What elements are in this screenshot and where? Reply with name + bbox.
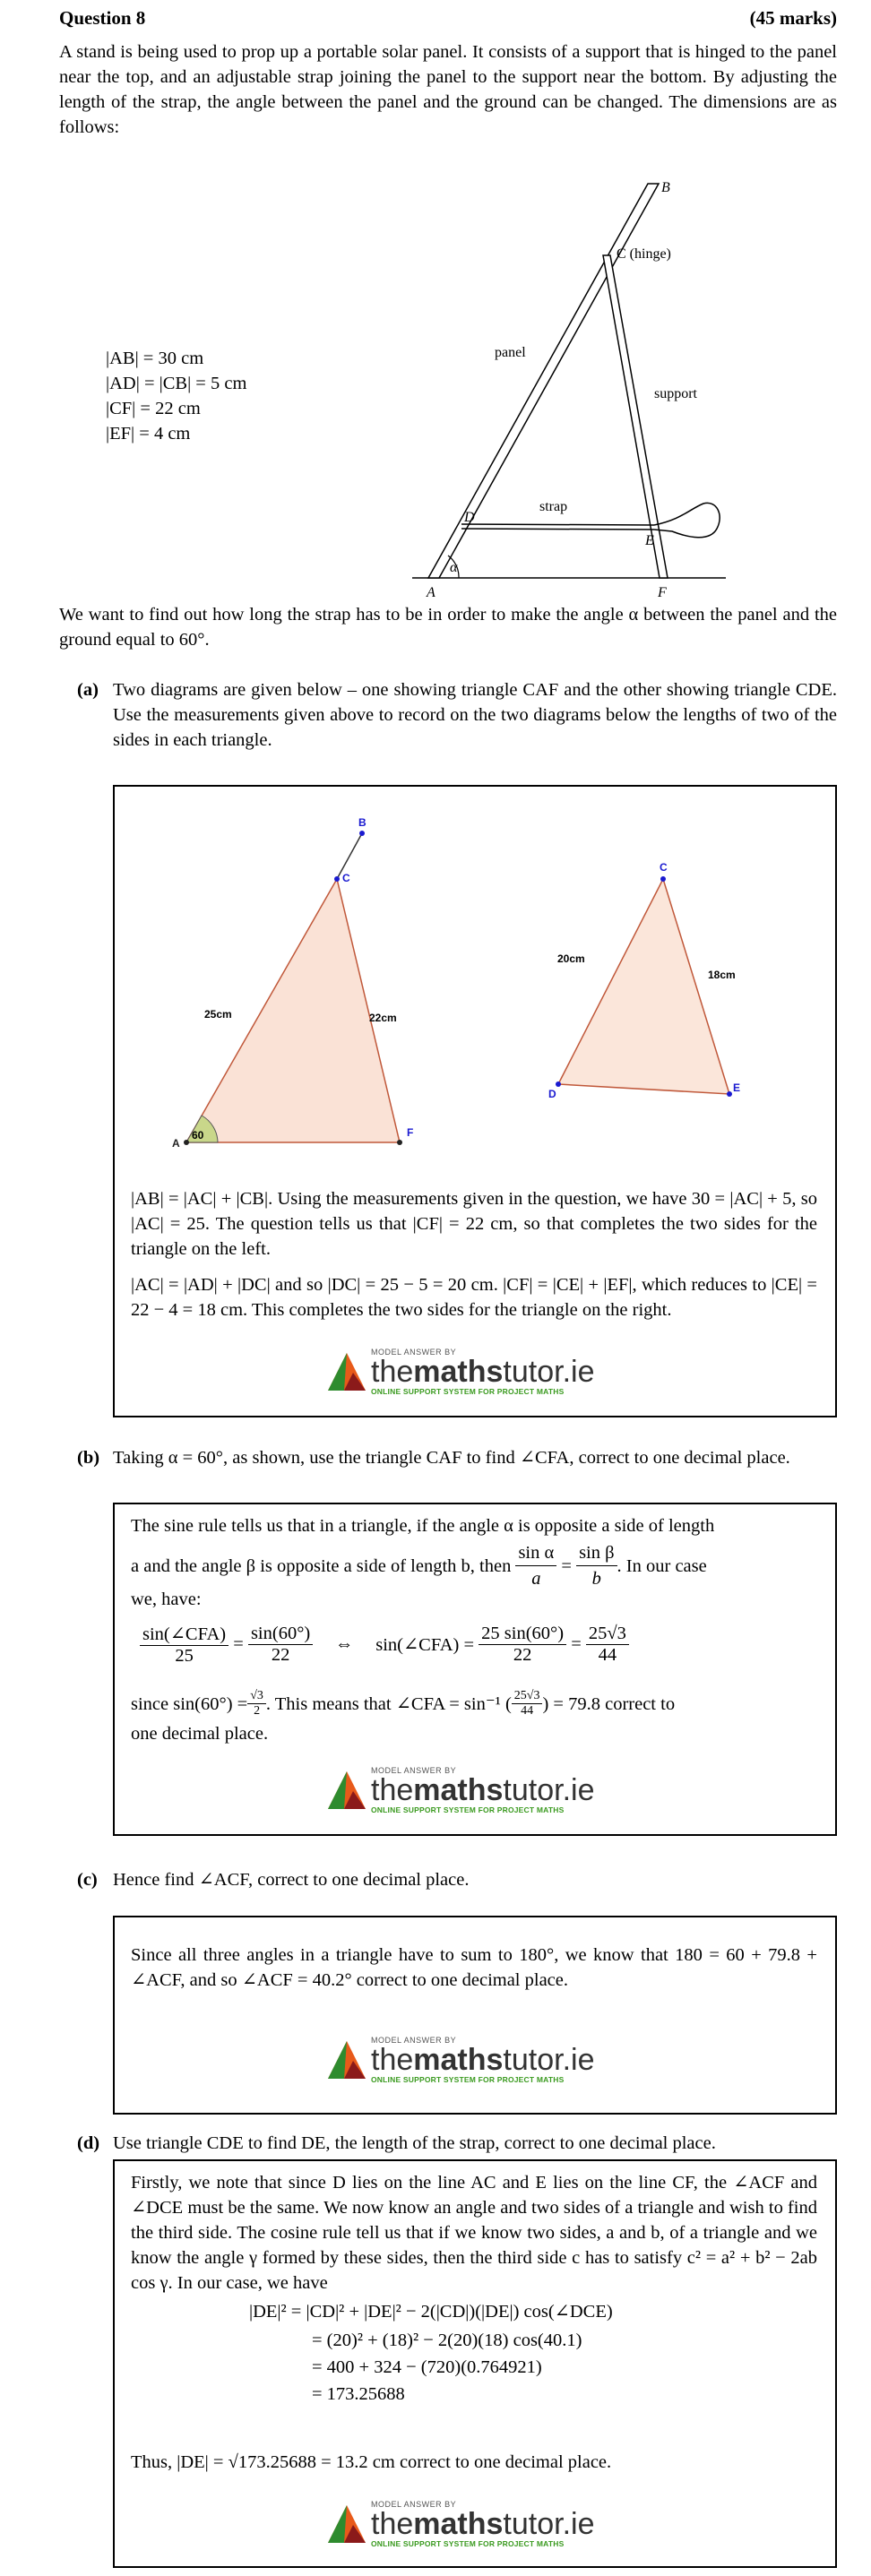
dimension-item: |CF| = 22 cm [106,399,201,418]
question-title: Question 8 [59,7,146,29]
part-d-answer-box [113,2159,837,2568]
logo-thematstutor: MODEL ANSWER BY themathstutor.ie ONLINE SUPPORT SYSTEM FOR PROJECT MATHS [326,2036,594,2084]
point-A [184,1140,189,1145]
question-marks: (45 marks) [749,7,837,29]
strap-line-bottom [461,529,654,530]
part-a-label: (a) [77,680,99,700]
logo-triangle-icon [326,1770,367,1811]
part-c-answer: Since all three angles in a triangle have to sum to 180°, we know that 180 = 60 + 79.8 + ∠ACF, and so ∠ACF = 40.2° correct to one decimal place. [131,1945,817,1990]
part-d-answer: Firstly, we note that since D lies on the line AC and E lies on the line CF, the ∠ACF and ∠DCE must be the same. We now know an angle and two sides of a triangle and wish to find the third side. The cosine rule tell us that if we know two sides, a and b, of a triangle and we know the angle γ formed by these sides, then the third side c has to satisfy c² = a² + b² − 2ab cos γ. In our case, we have [131,2173,817,2293]
point-C2 [660,876,666,882]
label-support: support [654,386,697,401]
point-B [359,831,365,836]
diag-label-D: D [548,1088,556,1100]
triangle-diagrams [115,787,835,1163]
point-E [727,1091,732,1097]
diag-label-A: A [172,1137,180,1150]
label-alpha: α [450,560,458,575]
side-ac-label: 25cm [204,1008,232,1021]
part-d-label: (d) [77,2133,100,2153]
logo-triangle-icon [326,1351,367,1392]
part-d-eq-1: |DE|² = |CD|² + |DE|² − 2(|CD|)(|DE|) cos(∠DCE) [249,2302,613,2322]
question-after-figure: We want to find out how long the strap has to be in order to make the angle α between the panel and the ground equal to 60°. [59,605,837,650]
logo-triangle-icon [326,2039,367,2081]
side-ce-label: 18cm [708,969,736,981]
part-d-eq-4: = 173.25688 [312,2384,405,2404]
part-b-prompt: Taking α = 60°, as shown, use the triangle CAF to find ∠CFA, correct to one decimal place. [113,1448,790,1468]
label-B: B [661,180,670,195]
sine-frac-b: $\frac{\text{sin β}}{b}$ [576,1540,617,1591]
label-E: E [645,533,654,548]
part-a-answer-p2: |AC| = |AD| + |DC| and so |DC| = 25 − 5 = 20 cm. |CF| = |CE| + |EF|, which reduces to |CE| = 22 − 4 = 18 cm. This completes the two sides for the triangle on the right. [131,1275,817,1320]
part-b-label: (b) [77,1448,100,1468]
point-F [397,1140,402,1145]
label-A: A [427,585,436,600]
diag-label-B: B [358,816,367,829]
label-panel: panel [495,345,526,360]
diag-label-E: E [733,1081,741,1094]
part-b-since-line: since sin(60°) = $\frac{√3}{2}$ . This means that ∠CFA = sin⁻¹ ( $\frac{25√3}{44}$ ) = 79.8 correct to [131,1689,676,1718]
part-c-label: (c) [77,1870,98,1890]
logo-triangle-icon [326,2503,367,2545]
part-b-equation: $\frac{\text{sin(∠CFA)}}{25}$ = $\frac{\sin(60^\circ)}{22}$ ⇔ sin(∠CFA) = $\frac{25 \sin(60^\circ)}{22}$ = $\frac{25√3}{44}$ [140,1623,629,1667]
part-c-prompt: Hence find ∠ACF, correct to one decimal place. [113,1870,470,1890]
part-d-eq-3: = 400 + 324 − (720)(0.764921) [312,2357,542,2377]
panel-shape [428,184,659,578]
logo-thematstutor: MODEL ANSWER BY themathstutor.ie ONLINE SUPPORT SYSTEM FOR PROJECT MATHS [326,1766,594,1814]
dimension-item: |EF| = 4 cm [106,424,191,444]
part-a-answer-p1: |AB| = |AC| + |CB|. Using the measurements given in the question, we have 30 = |AC| + 5, so |AC| = 25. The question tells us that |CF| = 22 cm, so that completes the two sides for the triangle on the left. [131,1189,817,1259]
diag-label-C2: C [660,861,668,874]
dimension-item: |AD| = |CB| = 5 cm [106,374,247,393]
triangle-cde [558,879,729,1094]
angle-60-label: 60 [192,1129,204,1142]
diag-label-C: C [342,872,350,884]
dimension-item: |AB| = 30 cm [106,349,204,368]
diag-label-F: F [407,1126,414,1139]
side-dc-label: 20cm [557,952,585,965]
sine-frac-a: $\frac{\text{sin α}}{a}$ [515,1540,556,1591]
dimensions-list [106,346,246,446]
part-b-since-line2: one decimal place. [131,1724,269,1744]
strap-loop [654,503,720,537]
part-a-answer-box [113,785,837,1417]
point-D [556,1081,561,1087]
side-cf-label: 22cm [369,1012,397,1024]
part-d-prompt: Use triangle CDE to find DE, the length of the strap, correct to one decimal place. [113,2133,716,2153]
part-d-eq-2: = (20)² + (18)² − 2(20)(18) cos(40.1) [312,2330,582,2350]
logo-thematstutor: MODEL ANSWER BY themathstutor.ie ONLINE SUPPORT SYSTEM FOR PROJECT MATHS [326,2500,594,2548]
part-b-line2: a and the angle β is opposite a side of length b, then $\frac{\text{sin α}}{a}$ = $\frac{\text{sin β}}{b}$ . In our case [131,1540,821,1591]
part-c-answer-box [113,1916,837,2115]
part-d-conclusion: Thus, |DE| = √173.25688 = 13.2 cm correct to one decimal place. [131,2452,612,2472]
label-strap: strap [539,499,568,514]
strap-line-top [461,524,654,525]
point-C [334,876,340,882]
part-b-line1: The sine rule tells us that in a triangle, if the angle α is opposite a side of length [131,1516,715,1536]
label-D: D [464,510,475,525]
logo-thematstutor: MODEL ANSWER BY themathstutor.ie ONLINE SUPPORT SYSTEM FOR PROJECT MATHS [326,1348,594,1396]
question-intro: A stand is being used to prop up a portable solar panel. It consists of a support that is hinged to the panel near the top, and an adjustable strap joining the panel to the support near the bottom. By adjusting the length of the strap, the angle between the panel and the ground can be changed. The dimensions are as follows: [59,42,837,137]
solar-panel-figure [394,170,824,600]
part-b-line3: we, have: [131,1590,202,1609]
label-F: F [658,585,667,600]
part-b-answer-box [113,1503,837,1836]
label-C: C (hinge) [617,246,671,262]
part-a-prompt: Two diagrams are given below – one showing triangle CAF and the other showing triangle CDE. Use the measurements given above to record on the two diagrams below the lengths of two of the sides in each triangle. [113,680,837,750]
